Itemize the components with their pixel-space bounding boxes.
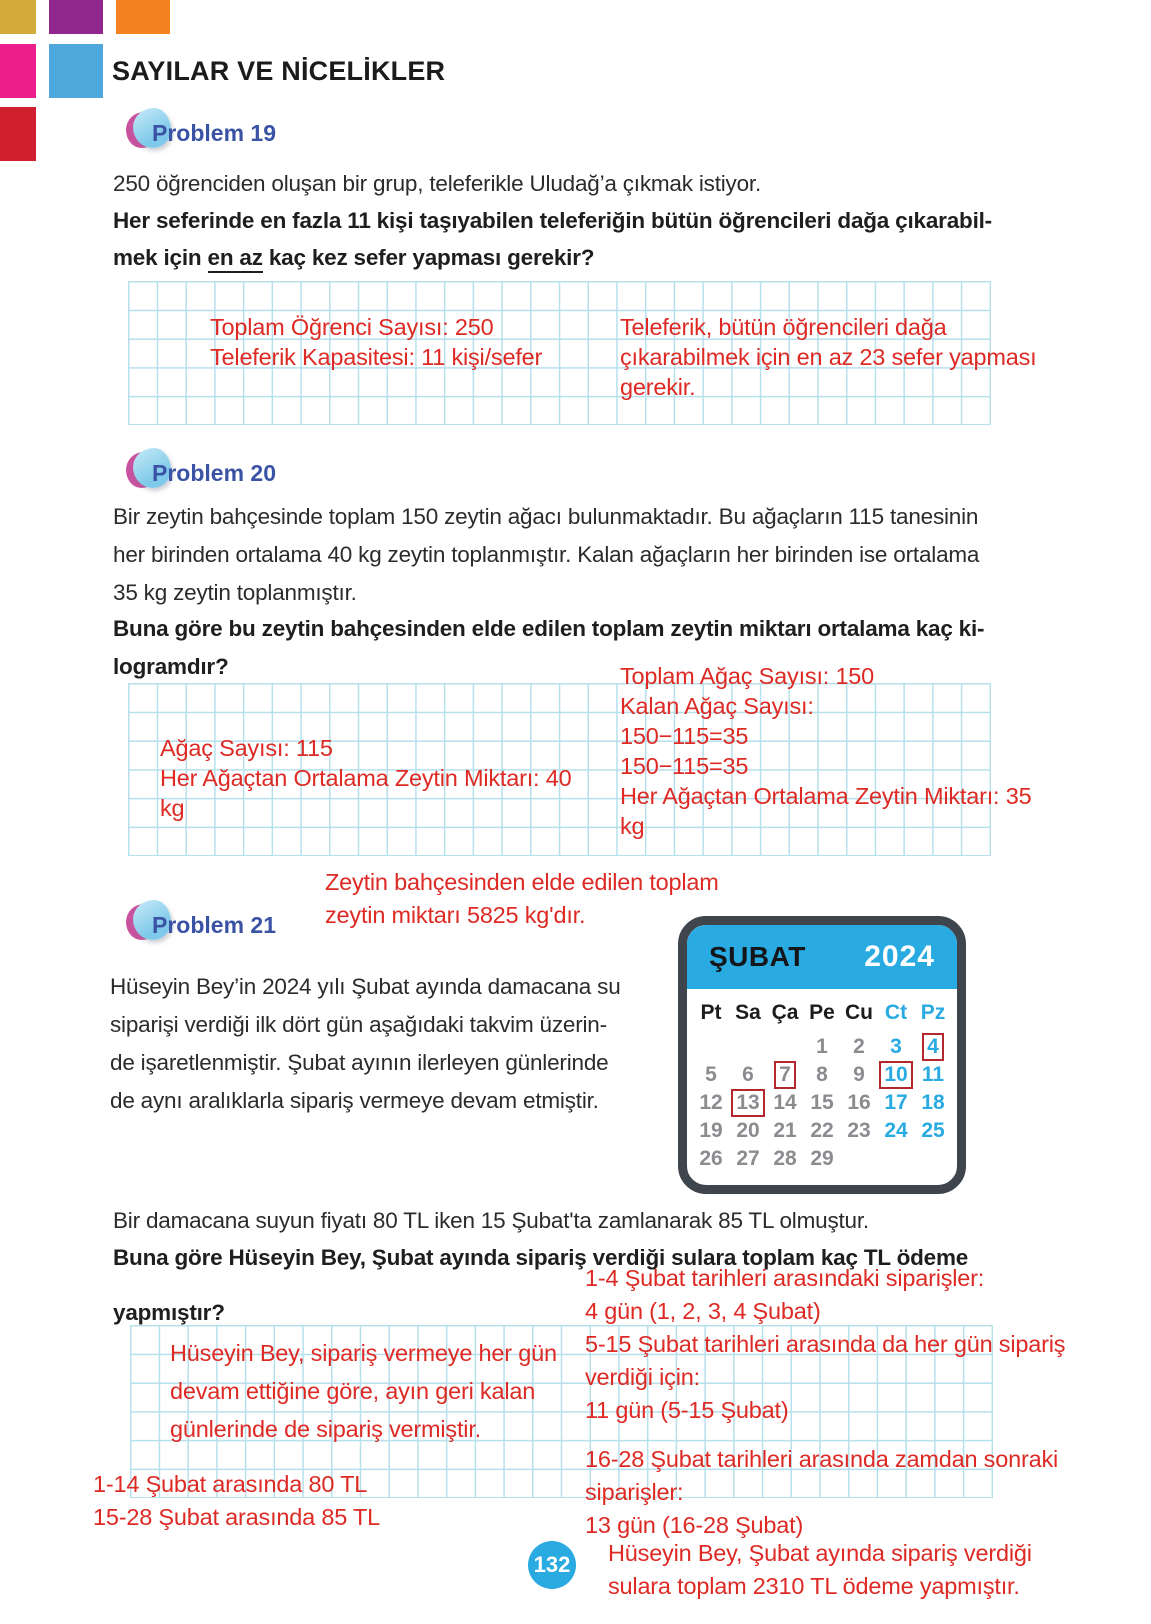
calendar-day: 26 xyxy=(699,1147,723,1170)
calendar-day-header: Ct xyxy=(884,1001,908,1024)
problem-20-result xyxy=(325,866,719,932)
problem-21-label: Problem 21 xyxy=(152,912,276,938)
problem-21-result xyxy=(608,1537,1032,1603)
calendar-cell xyxy=(915,1033,952,1061)
calendar-cell xyxy=(841,1145,878,1173)
calendar-cell xyxy=(767,1117,804,1145)
calendar-cell xyxy=(693,1145,730,1173)
question-text: kaç kez sefer yapması gerekir? xyxy=(262,245,595,270)
problem-19-intro: 250 öğrenciden oluşan bir grup, teleferikle Uludağ’a çıkmak istiyor. xyxy=(113,171,762,196)
calendar-day: 12 xyxy=(699,1091,723,1114)
calendar-cell xyxy=(767,1089,804,1117)
text-line: siparişler: xyxy=(585,1479,684,1505)
deco-square-orange xyxy=(116,0,170,34)
problem-19-label: Problem 19 xyxy=(152,120,276,146)
deco-square-magenta xyxy=(0,44,36,98)
calendar-day-header: Cu xyxy=(845,1001,873,1024)
calendar-month: ŞUBAT xyxy=(709,941,806,972)
calendar-day: 10 xyxy=(879,1061,912,1089)
calendar-cell xyxy=(730,1089,767,1117)
problem-20-work-left xyxy=(160,733,571,823)
calendar-day: 27 xyxy=(736,1147,760,1170)
text-line: çıkarabilmek için en az 23 sefer yapması xyxy=(620,344,1037,370)
text-line: Toplam Ağaç Sayısı: 150 xyxy=(620,663,875,689)
calendar-year: 2024 xyxy=(864,940,935,973)
text-line: kg xyxy=(620,813,645,839)
deco-square-purple xyxy=(49,0,103,34)
calendar-day: 19 xyxy=(699,1119,723,1142)
calendar-cell xyxy=(730,1061,767,1089)
calendar-cell xyxy=(693,1089,730,1117)
calendar-cell xyxy=(693,1033,730,1061)
problem-19-work-right xyxy=(620,312,1037,402)
text-line: Buna göre bu zeytin bahçesinden elde edilen toplam zeytin miktarı ortalama kaç ki- xyxy=(113,616,985,641)
calendar-day: 21 xyxy=(773,1119,797,1142)
calendar-day: 11 xyxy=(921,1063,945,1086)
problem-21-intro xyxy=(110,968,621,1120)
calendar-day-header: Pe xyxy=(809,1001,835,1024)
text-line: 1-4 Şubat tarihleri arasındaki siparişler: xyxy=(585,1265,985,1291)
text-line: logramdır? xyxy=(113,654,229,679)
calendar-day: 23 xyxy=(847,1119,871,1142)
calendar-day: 4 xyxy=(922,1033,944,1061)
problem-19-question-line1: Her seferinde en fazla 11 kişi taşıyabilen teleferiğin bütün öğrencileri dağa çıkarabil- xyxy=(113,208,992,233)
page-title: SAYILAR VE NİCELİKLER xyxy=(112,56,446,86)
calendar-cell xyxy=(915,1117,952,1145)
text-line: 150−115=35 xyxy=(620,723,749,749)
calendar-cell xyxy=(841,1061,878,1089)
text-line: Bir zeytin bahçesinde toplam 150 zeytin ağacı bulunmaktadır. Bu ağaçların 115 tanesinin xyxy=(113,504,979,529)
calendar-dates xyxy=(687,1033,957,1173)
text-line: 150−115=35 xyxy=(620,753,749,779)
calendar-cell xyxy=(767,1061,804,1089)
calendar-cell xyxy=(767,1145,804,1173)
text-line: 35 kg zeytin toplanmıştır. xyxy=(113,580,357,605)
calendar-day: 15 xyxy=(810,1091,834,1114)
calendar-day: 18 xyxy=(921,1091,945,1114)
calendar-cell xyxy=(804,1033,841,1061)
text-line: 5-15 Şubat tarihleri arasında da her gün sipariş xyxy=(585,1331,1066,1357)
deco-square-blue xyxy=(49,44,103,98)
text-line: 4 gün (1, 2, 3, 4 Şubat) xyxy=(585,1298,821,1324)
text-line: günlerinde de sipariş vermiştir. xyxy=(170,1416,481,1442)
text-line: Hüseyin Bey, sipariş vermeye her gün xyxy=(170,1340,557,1366)
problem-21-question-line2: yapmıştır? xyxy=(113,1300,225,1325)
calendar-day-headers xyxy=(687,1001,957,1025)
text-line: Her Ağaçtan Ortalama Zeytin Miktarı: 40 xyxy=(160,765,572,791)
calendar-day-header: Pz xyxy=(920,1001,946,1024)
text-line: her birinden ortalama 40 kg zeytin toplanmıştır. Kalan ağaçların her birinden ise ortalama xyxy=(113,542,980,567)
text-line: 11 gün (5-15 Şubat) xyxy=(585,1397,789,1423)
calendar-cell xyxy=(730,1145,767,1173)
calendar-header xyxy=(687,925,957,989)
calendar-day: 14 xyxy=(773,1091,797,1114)
problem-21-work-right-a xyxy=(585,1262,1065,1427)
text-line: de işaretlenmiştir. Şubat ayının ilerleyen günlerinde xyxy=(110,1050,609,1075)
calendar-cell xyxy=(804,1089,841,1117)
question-text: mek için xyxy=(113,245,208,270)
text-line: Hüseyin Bey, Şubat ayında sipariş verdiği xyxy=(608,1540,1032,1566)
text-line: Zeytin bahçesinden elde edilen toplam xyxy=(325,869,719,895)
calendar-day: 1 xyxy=(816,1035,828,1058)
calendar-cell xyxy=(693,1061,730,1089)
calendar-day: 16 xyxy=(847,1091,871,1114)
calendar-day: 8 xyxy=(816,1063,828,1086)
problem-21-work-right-b xyxy=(585,1443,1058,1542)
calendar-cell xyxy=(878,1033,915,1061)
deco-square-red xyxy=(0,107,36,161)
text-line: gerekir. xyxy=(620,374,696,400)
text-line: devam ettiğine göre, ayın geri kalan xyxy=(170,1378,536,1404)
calendar-cell xyxy=(878,1089,915,1117)
deco-square-yellow xyxy=(0,0,36,34)
calendar-day: 25 xyxy=(921,1119,945,1142)
problem-21-question-line1: Buna göre Hüseyin Bey, Şubat ayında sipariş verdiği sulara toplam kaç TL ödeme xyxy=(113,1245,969,1270)
problem-19-work-left xyxy=(210,312,542,372)
calendar-day: 2 xyxy=(853,1035,865,1058)
problem-20-work-right xyxy=(620,661,1031,841)
text-line: Kalan Ağaç Sayısı: xyxy=(620,693,814,719)
calendar-day: 22 xyxy=(810,1119,834,1142)
calendar-day: 28 xyxy=(773,1147,797,1170)
calendar-cell xyxy=(915,1145,952,1173)
text-line: verdiği için: xyxy=(585,1364,700,1390)
problem-21-work-grid xyxy=(170,1334,557,1448)
calendar-cell xyxy=(767,1033,804,1061)
calendar-cell xyxy=(915,1061,952,1089)
text-line: sulara toplam 2310 TL ödeme yapmıştır. xyxy=(608,1573,1020,1599)
problem-21-work-below-left xyxy=(93,1468,380,1534)
calendar-day: 13 xyxy=(731,1089,764,1117)
calendar xyxy=(678,916,966,1194)
text-line: Toplam Öğrenci Sayısı: 250 xyxy=(210,314,494,340)
calendar-day: 6 xyxy=(742,1063,754,1086)
calendar-day: 17 xyxy=(884,1091,908,1114)
problem-19-question-line2 xyxy=(113,245,594,271)
text-line: Her Ağaçtan Ortalama Zeytin Miktarı: 35 xyxy=(620,783,1032,809)
page-number-badge: 132 xyxy=(528,1541,576,1589)
calendar-day: 29 xyxy=(810,1147,834,1170)
text-line: siparişi verdiği ilk dört gün aşağıdaki takvim üzerin- xyxy=(110,1012,607,1037)
problem-21-price-line: Bir damacana suyun fiyatı 80 TL iken 15 Şubat'ta zamlanarak 85 TL olmuştur. xyxy=(113,1208,869,1233)
calendar-cell xyxy=(915,1089,952,1117)
calendar-cell xyxy=(730,1117,767,1145)
calendar-day: 9 xyxy=(853,1063,865,1086)
text-line: 15-28 Şubat arasında 85 TL xyxy=(93,1504,381,1530)
text-line: kg xyxy=(160,795,185,821)
calendar-cell xyxy=(878,1061,915,1089)
calendar-day-header: Sa xyxy=(735,1001,761,1024)
calendar-day: 5 xyxy=(705,1063,717,1086)
problem-20-intro xyxy=(113,498,979,612)
calendar-day: 7 xyxy=(774,1061,796,1089)
calendar-day: 3 xyxy=(890,1035,902,1058)
text-line: Ağaç Sayısı: 115 xyxy=(160,735,333,761)
calendar-cell xyxy=(804,1145,841,1173)
text-line: 16-28 Şubat tarihleri arasında zamdan sonraki xyxy=(585,1446,1059,1472)
calendar-cell xyxy=(730,1033,767,1061)
calendar-cell xyxy=(693,1117,730,1145)
calendar-day-header: Pt xyxy=(700,1001,722,1024)
text-line: Hüseyin Bey’in 2024 yılı Şubat ayında damacana su xyxy=(110,974,621,999)
text-line: 13 gün (16-28 Şubat) xyxy=(585,1512,804,1538)
calendar-cell xyxy=(804,1117,841,1145)
text-line: de aynı aralıklarla sipariş vermeye devam etmiştir. xyxy=(110,1088,599,1113)
calendar-cell xyxy=(841,1117,878,1145)
problem-20-label: Problem 20 xyxy=(152,460,276,486)
underlined-text: en az xyxy=(208,245,263,273)
calendar-cell xyxy=(878,1145,915,1173)
calendar-day: 20 xyxy=(736,1119,760,1142)
calendar-cell xyxy=(878,1117,915,1145)
text-line: zeytin miktarı 5825 kg'dır. xyxy=(325,902,586,928)
text-line: Teleferik Kapasitesi: 11 kişi/sefer xyxy=(210,344,543,370)
calendar-cell xyxy=(804,1061,841,1089)
calendar-day-header: Ça xyxy=(771,1001,799,1024)
text-line: 1-14 Şubat arasında 80 TL xyxy=(93,1471,368,1497)
calendar-cell xyxy=(841,1089,878,1117)
calendar-day: 24 xyxy=(884,1119,908,1142)
text-line: Teleferik, bütün öğrencileri dağa xyxy=(620,314,947,340)
calendar-cell xyxy=(841,1033,878,1061)
